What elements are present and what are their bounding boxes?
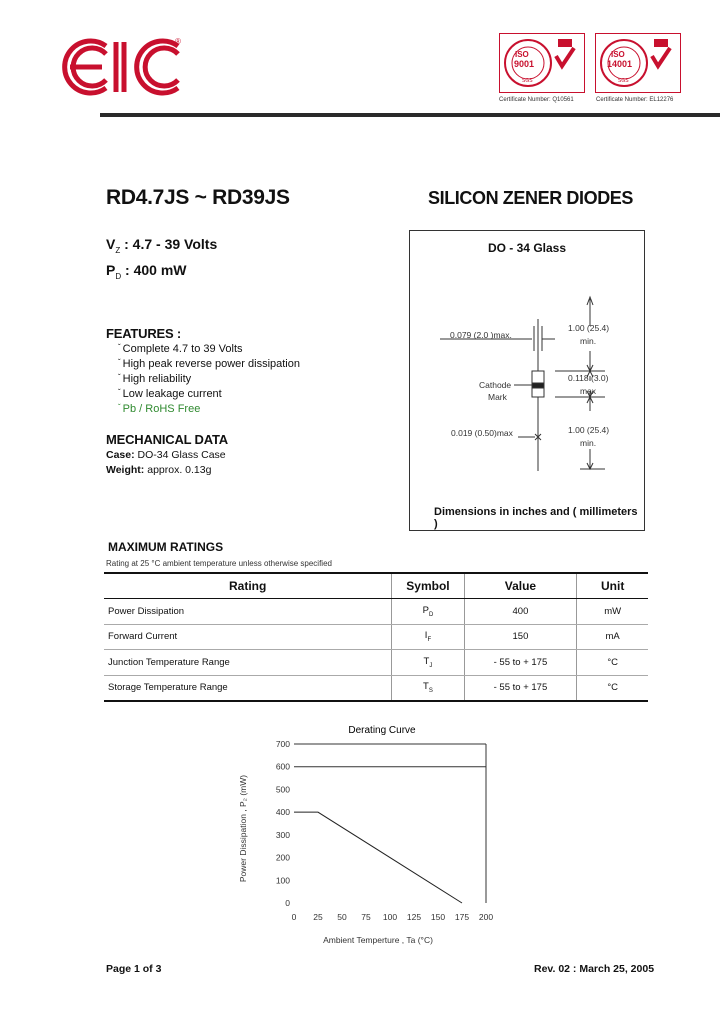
iso-number: 9001 (514, 59, 535, 69)
unit-cell: mA (577, 624, 648, 650)
unit-cell: °C (577, 650, 648, 676)
mark-label: Mark (488, 392, 507, 402)
col-rating: Rating (104, 573, 392, 599)
iso-14001-badge (595, 33, 681, 93)
cert-number-1: Certificate Number: Q10561 (499, 97, 574, 103)
table-row (104, 650, 648, 676)
symbol-cell: $T_S$ (392, 675, 464, 701)
y-tick-label: 100 (275, 875, 290, 886)
registered-mark: ® (175, 37, 181, 46)
features-heading: FEATURES : (106, 326, 182, 341)
table-row (104, 675, 648, 701)
table-row (104, 624, 648, 650)
iso-label: ISO (611, 50, 625, 59)
iso-number: 14001 (607, 59, 633, 69)
y-tick-label: 500 (275, 784, 290, 795)
vz-spec: $V_Z$ : 4.7 - 39 Volts (106, 236, 218, 255)
derating-curve-chart (230, 715, 520, 955)
y-tick-label: 200 (275, 852, 290, 863)
y-tick-label: 0 (285, 898, 290, 908)
wire-diameter-dim: 0.019 (0.50)max (451, 428, 513, 438)
lead-length-bottom-min: min. (580, 438, 597, 448)
value-cell: 400 (464, 599, 577, 625)
table-header-row (104, 573, 648, 599)
feature-item: $^ˇ$ High reliability (118, 373, 192, 385)
rating-cell: Storage Temperature Range (104, 675, 392, 701)
rating-cell: Junction Temperature Range (104, 650, 392, 676)
unit-cell: °C (577, 675, 648, 701)
unit-cell: mW (577, 599, 648, 625)
col-symbol: Symbol (392, 573, 464, 599)
table-row (104, 599, 648, 625)
body-length-dim: 0.118 (3.0) (568, 373, 609, 383)
case-line: Case: DO-34 Glass Case (106, 449, 226, 461)
revision-date: Rev. 02 : March 25, 2005 (534, 963, 655, 975)
y-tick-label: 600 (275, 761, 290, 772)
lead-length-bottom-dim: 1.00 (25.4) (568, 425, 610, 435)
mechanical-heading: MECHANICAL DATA (106, 432, 228, 447)
x-tick-label: 175 (454, 912, 470, 922)
feature-item: $^ˇ$ Complete 4.7 to 39 Volts (118, 343, 243, 355)
lead-diameter-dim: 0.079 (2.0 )max. (450, 330, 512, 340)
ratings-table (104, 572, 648, 702)
y-tick-label: 400 (275, 807, 290, 818)
symbol-cell: $P_D$ (392, 599, 464, 625)
cathode-label: Cathode (479, 380, 512, 390)
pd-spec: $P_D$ : 400 mW (106, 262, 187, 281)
max-ratings-note: Rating at 25 °C ambient temperature unless otherwise specified (106, 559, 332, 568)
package-drawing-box (409, 230, 645, 531)
y-tick-label: 700 (275, 739, 290, 749)
cert-number-2: Certificate Number: EL12276 (596, 97, 674, 103)
page-number: Page 1 of 3 (106, 963, 162, 975)
x-tick-label: 125 (406, 912, 422, 922)
value-cell: - 55 to + 175 (464, 675, 577, 701)
product-subtitle: SILICON ZENER DIODES (428, 188, 634, 208)
body-length-max: max (580, 386, 597, 396)
x-tick-label: 200 (478, 912, 494, 922)
max-ratings-title: MAXIMUM RATINGS (108, 540, 224, 554)
lead-length-top-min: min. (580, 336, 597, 346)
package-title: DO - 34 Glass (487, 241, 567, 255)
feature-item-rohs: $^ˇ$ Pb / RoHS Free (118, 403, 201, 415)
symbol-cell: $I_F$ (392, 624, 464, 650)
x-tick-label: 150 (430, 912, 446, 922)
x-tick-label: 25 (313, 912, 323, 922)
symbol-cell: $T_J$ (392, 650, 464, 676)
value-cell: - 55 to + 175 (464, 650, 577, 676)
x-tick-label: 75 (361, 912, 371, 922)
x-tick-label: 0 (291, 912, 297, 922)
x-tick-label: 50 (337, 912, 347, 922)
sgs-label: SGS (522, 78, 533, 84)
rating-cell: Power Dissipation (104, 599, 392, 625)
feature-item: $^ˇ$ Low leakage current (118, 388, 222, 400)
x-axis-label: Ambient Temperture , Ta (°C) (323, 935, 433, 945)
iso-label: ISO (515, 50, 529, 59)
lead-length-top-dim: 1.00 (25.4) (568, 323, 610, 333)
eic-logo (58, 36, 188, 98)
rating-cell: Forward Current (104, 624, 392, 650)
part-number-title: RD4.7JS ~ RD39JS (106, 186, 290, 209)
col-unit: Unit (577, 573, 648, 599)
series-line (294, 812, 462, 903)
diode-outline-drawing (410, 231, 644, 530)
chart-title: Derating Curve (348, 725, 416, 736)
y-tick-label: 300 (275, 829, 290, 840)
iso-9001-badge (499, 33, 585, 93)
header-rule (100, 113, 720, 117)
sgs-label: SGS (618, 78, 629, 84)
col-value: Value (464, 573, 577, 599)
value-cell: 150 (464, 624, 577, 650)
feature-item: $^ˇ$ High peak reverse power dissipation (118, 358, 300, 370)
y-axis-label: Power Dissipation , P₂ (mW) (238, 774, 248, 883)
weight-line: Weight: approx. 0.13g (106, 464, 212, 476)
x-tick-label: 100 (382, 912, 398, 922)
dimensions-note: Dimensions in inches and ( millimeters ) (434, 506, 638, 530)
